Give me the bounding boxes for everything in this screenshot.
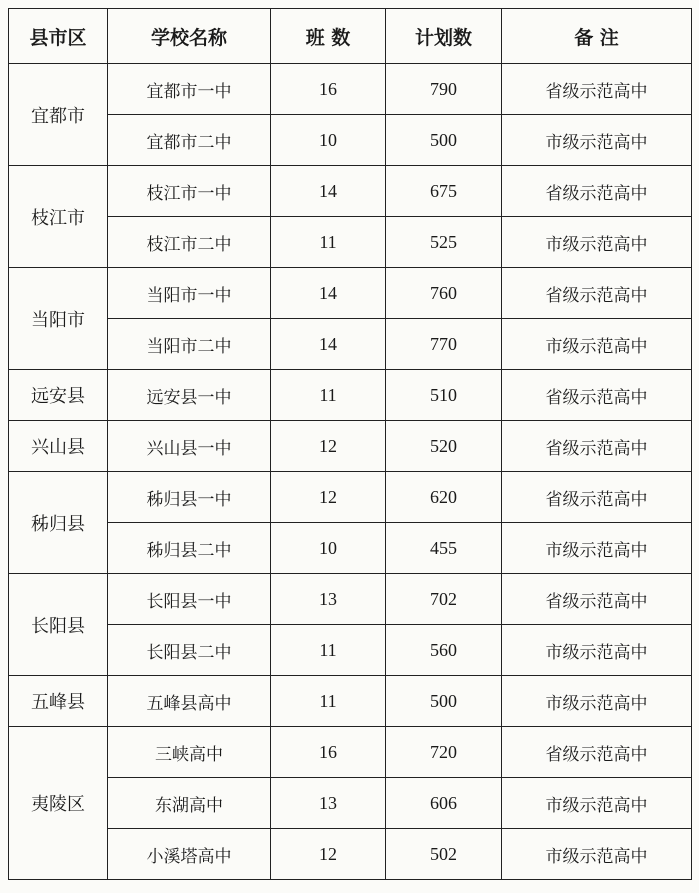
note-cell: 市级示范高中 — [502, 829, 692, 880]
table-row — [9, 829, 692, 880]
class-count-cell: 13 — [271, 778, 386, 829]
class-count-cell: 13 — [271, 574, 386, 625]
class-count-cell: 11 — [271, 676, 386, 727]
table-row — [9, 421, 692, 472]
header-row — [9, 9, 692, 64]
table-row — [9, 676, 692, 727]
note-cell: 省级示范高中 — [502, 370, 692, 421]
note-cell: 省级示范高中 — [502, 421, 692, 472]
plan-count-cell: 520 — [386, 421, 502, 472]
plan-count-cell: 560 — [386, 625, 502, 676]
table-row — [9, 268, 692, 319]
plan-count-cell: 606 — [386, 778, 502, 829]
note-cell: 省级示范高中 — [502, 574, 692, 625]
table-row — [9, 64, 692, 115]
class-count-cell: 10 — [271, 115, 386, 166]
table-row — [9, 778, 692, 829]
school-name-cell: 枝江市二中 — [108, 217, 271, 268]
plan-count-cell: 525 — [386, 217, 502, 268]
table-row — [9, 370, 692, 421]
school-name-cell: 远安县一中 — [108, 370, 271, 421]
class-count-cell: 10 — [271, 523, 386, 574]
plan-count-cell: 760 — [386, 268, 502, 319]
county-cell: 五峰县 — [9, 676, 108, 727]
plan-count-cell: 510 — [386, 370, 502, 421]
plan-count-cell: 702 — [386, 574, 502, 625]
county-cell: 兴山县 — [9, 421, 108, 472]
county-cell: 长阳县 — [9, 574, 108, 676]
header-plan: 计划数 — [386, 9, 502, 64]
plan-count-cell: 770 — [386, 319, 502, 370]
table-row — [9, 217, 692, 268]
table-row — [9, 523, 692, 574]
table-row — [9, 115, 692, 166]
class-count-cell: 12 — [271, 421, 386, 472]
table-row — [9, 727, 692, 778]
note-cell: 省级示范高中 — [502, 727, 692, 778]
note-cell: 市级示范高中 — [502, 523, 692, 574]
plan-count-cell: 620 — [386, 472, 502, 523]
header-classes: 班 数 — [271, 9, 386, 64]
table-row — [9, 319, 692, 370]
class-count-cell: 11 — [271, 370, 386, 421]
county-cell: 秭归县 — [9, 472, 108, 574]
note-cell: 市级示范高中 — [502, 115, 692, 166]
header-note: 备 注 — [502, 9, 692, 64]
school-name-cell: 秭归县二中 — [108, 523, 271, 574]
note-cell: 省级示范高中 — [502, 472, 692, 523]
note-cell: 省级示范高中 — [502, 166, 692, 217]
header-county: 县市区 — [9, 9, 108, 64]
county-cell: 远安县 — [9, 370, 108, 421]
school-name-cell: 兴山县一中 — [108, 421, 271, 472]
school-name-cell: 当阳市一中 — [108, 268, 271, 319]
school-name-cell: 小溪塔高中 — [108, 829, 271, 880]
note-cell: 市级示范高中 — [502, 217, 692, 268]
school-name-cell: 宜都市二中 — [108, 115, 271, 166]
school-name-cell: 秭归县一中 — [108, 472, 271, 523]
plan-count-cell: 790 — [386, 64, 502, 115]
note-cell: 省级示范高中 — [502, 64, 692, 115]
county-cell: 当阳市 — [9, 268, 108, 370]
header-school-name: 学校名称 — [108, 9, 271, 64]
school-name-cell: 长阳县二中 — [108, 625, 271, 676]
note-cell: 市级示范高中 — [502, 676, 692, 727]
note-cell: 省级示范高中 — [502, 268, 692, 319]
table-row — [9, 574, 692, 625]
plan-count-cell: 675 — [386, 166, 502, 217]
school-name-cell: 枝江市一中 — [108, 166, 271, 217]
county-cell: 枝江市 — [9, 166, 108, 268]
school-name-cell: 当阳市二中 — [108, 319, 271, 370]
class-count-cell: 14 — [271, 268, 386, 319]
class-count-cell: 12 — [271, 472, 386, 523]
school-name-cell: 长阳县一中 — [108, 574, 271, 625]
plan-count-cell: 720 — [386, 727, 502, 778]
note-cell: 市级示范高中 — [502, 778, 692, 829]
class-count-cell: 14 — [271, 166, 386, 217]
enrollment-plan-table — [8, 8, 692, 880]
table-row — [9, 166, 692, 217]
note-cell: 市级示范高中 — [502, 319, 692, 370]
county-cell: 夷陵区 — [9, 727, 108, 880]
plan-count-cell: 500 — [386, 115, 502, 166]
county-cell: 宜都市 — [9, 64, 108, 166]
table-row — [9, 472, 692, 523]
class-count-cell: 11 — [271, 625, 386, 676]
plan-count-cell: 500 — [386, 676, 502, 727]
school-name-cell: 三峡高中 — [108, 727, 271, 778]
class-count-cell: 16 — [271, 727, 386, 778]
school-name-cell: 五峰县高中 — [108, 676, 271, 727]
table-row — [9, 625, 692, 676]
class-count-cell: 14 — [271, 319, 386, 370]
note-cell: 市级示范高中 — [502, 625, 692, 676]
class-count-cell: 11 — [271, 217, 386, 268]
school-name-cell: 宜都市一中 — [108, 64, 271, 115]
school-name-cell: 东湖高中 — [108, 778, 271, 829]
plan-count-cell: 502 — [386, 829, 502, 880]
table-body — [9, 64, 692, 880]
class-count-cell: 16 — [271, 64, 386, 115]
class-count-cell: 12 — [271, 829, 386, 880]
plan-count-cell: 455 — [386, 523, 502, 574]
